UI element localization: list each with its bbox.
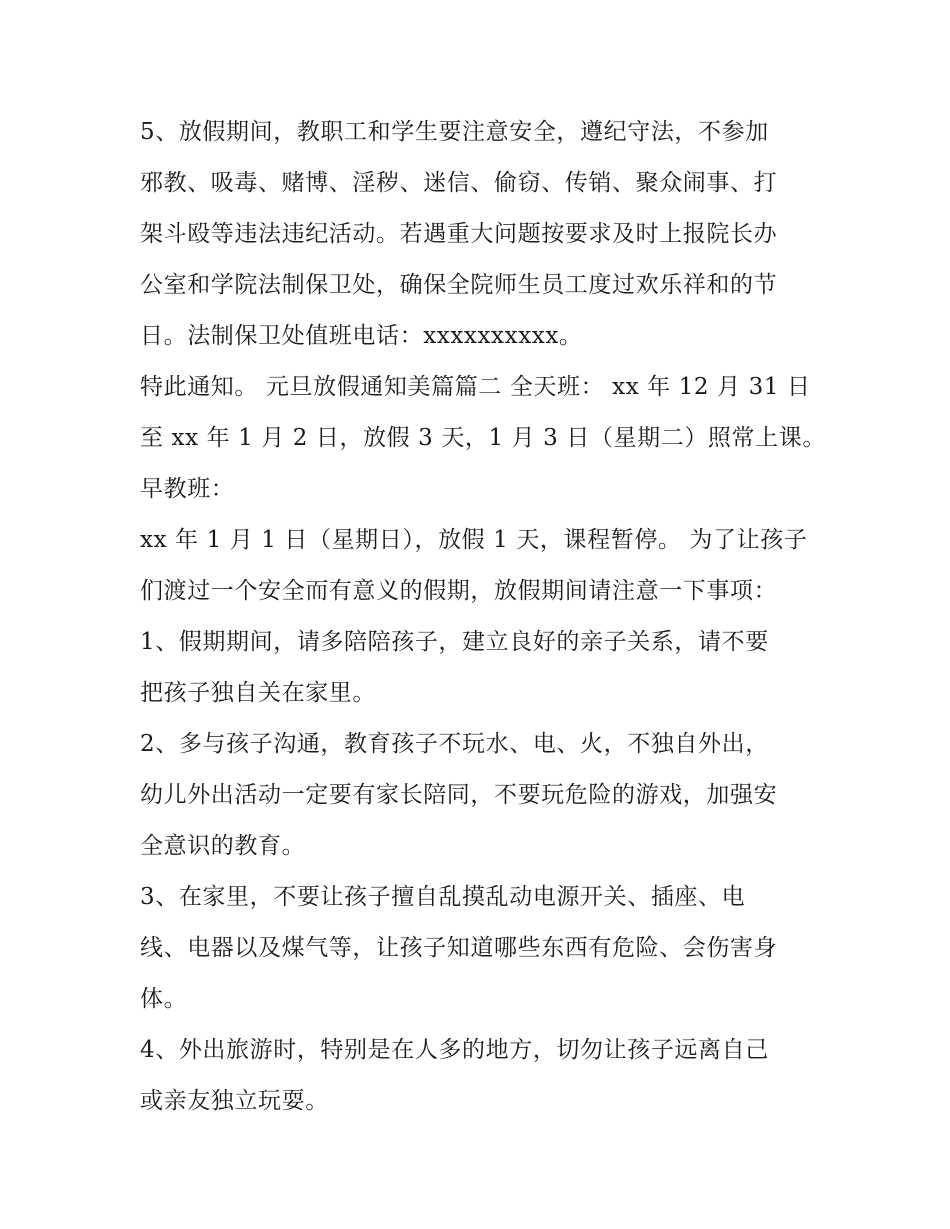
text-line: 或亲友独立玩耍。 [140,1088,329,1114]
text-line: 邪教、吸毒、赌博、淫秽、迷信、偷窃、传销、聚众闹事、打 [140,170,778,196]
text-line: 体。 [140,986,188,1012]
text-line: 2、多与孩子沟通，教育孩子不玩水、电、火，不独自外出， [140,731,769,757]
text-line: 线、电器以及煤气等，让孩子知道哪些东西有危险、会伤害身 [140,935,778,961]
document-body [140,107,826,1127]
text-line: 4、外出旅游时，特别是在人多的地方，切勿让孩子远离自己 [140,1037,769,1063]
text-line: 日。法制保卫处值班电话：xxxxxxxxxx。 [140,323,583,349]
text-line: 3、在家里，不要让孩子擅自乱摸乱动电源开关、插座、电 [140,884,746,910]
text-line: 们渡过一个安全而有意义的假期，放假期间请注意一下事项： [140,578,778,604]
text-line: 幼儿外出活动一定要有家长陪同，不要玩危险的游戏，加强安 [140,782,778,808]
text-line: 特此通知。 元旦放假通知美篇篇二 全天班： xx 年 12 月 31 日 [140,374,811,400]
text-line: 把孩子独自关在家里。 [140,680,376,706]
text-line: 5、放假期间，教职工和学生要注意安全，遵纪守法，不参加 [140,119,769,145]
text-line: 1、假期期间，请多陪陪孩子，建立良好的亲子关系，请不要 [140,629,769,655]
text-line: xx 年 1 月 1 日（星期日），放假 1 天，课程暂停。 为了让孩子 [140,527,808,553]
text-line: 公室和学院法制保卫处，确保全院师生员工度过欢乐祥和的节 [140,272,778,298]
text-line: 早教班： [140,476,235,502]
text-line: 架斗殴等违法违纪活动。若遇重大问题按要求及时上报院长办 [140,221,778,247]
text-line: 全意识的教育。 [140,833,306,859]
text-line: 至 xx 年 1 月 2 日，放假 3 天，1 月 3 日（星期二）照常上课。 [140,425,826,451]
